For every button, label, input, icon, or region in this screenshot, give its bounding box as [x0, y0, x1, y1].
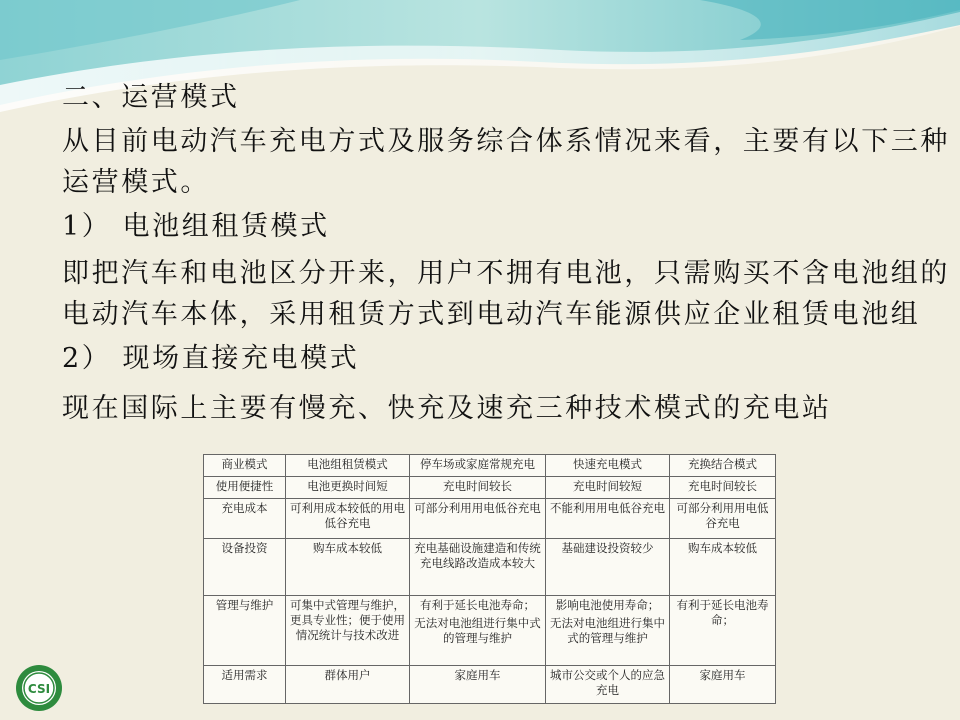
- table-cell: 不能利用用电低谷充电: [546, 498, 670, 538]
- section-heading: 二、运营模式: [62, 82, 240, 113]
- operation-mode-comparison-table: [203, 454, 776, 704]
- table-header-cell: 充换结合模式: [670, 455, 776, 477]
- mode-2-heading: 2） 现场直接充电模式: [62, 343, 360, 374]
- csi-logo-icon: [14, 663, 64, 713]
- table-row-label: 使用便捷性: [204, 476, 286, 498]
- table-cell: 家庭用车: [410, 666, 546, 704]
- table-cell: 可利用成本较低的用电低谷充电: [286, 498, 410, 538]
- table-cell: 购车成本较低: [286, 538, 410, 596]
- table-header-cell: 停车场或家庭常规充电: [410, 455, 546, 477]
- table-cell-paragraph: 无法对电池组进行集中式的管理与维护: [550, 616, 665, 646]
- table-row: [204, 476, 776, 498]
- table-header-cell: 商业模式: [204, 455, 286, 477]
- logo-text: CSI: [27, 682, 51, 696]
- table-row-label: 充电成本: [204, 498, 286, 538]
- mode-1-desc-line-2: 电动汽车本体，采用租赁方式到电动汽车能源供应企业租赁电池组: [62, 299, 921, 330]
- table-cell: 充电时间较长: [670, 476, 776, 498]
- table-cell: 家庭用车: [670, 666, 776, 704]
- mode-2-desc: 现在国际上主要有慢充、快充及速充三种技术模式的充电站: [62, 393, 832, 424]
- mode-1-desc-line-1: 即把汽车和电池区分开来，用户不拥有电池，只需购买不含电池组的: [62, 258, 950, 289]
- intro-line-1: 从目前电动汽车充电方式及服务综合体系情况来看，主要有以下三种: [62, 126, 950, 157]
- mode-1-heading: 1） 电池组租赁模式: [62, 211, 330, 242]
- table-cell: 可部分利用用电低谷充电: [410, 498, 546, 538]
- table-cell: 基础建设投资较少: [546, 538, 670, 596]
- intro-line-2: 运营模式。: [62, 167, 210, 198]
- table-row-label: 管理与维护: [204, 596, 286, 666]
- table-header-cell: 快速充电模式: [546, 455, 670, 477]
- table-cell: 充电时间较长: [410, 476, 546, 498]
- table-cell: [410, 596, 546, 666]
- table-cell: 城市公交或个人的应急充电: [546, 666, 670, 704]
- table-cell: 电池更换时间短: [286, 476, 410, 498]
- table-cell: 购车成本较低: [670, 538, 776, 596]
- table-row-label: 适用需求: [204, 666, 286, 704]
- table-cell-paragraph: 有利于延长电池寿命；: [420, 598, 535, 613]
- table-cell: [546, 596, 670, 666]
- table-row: [204, 538, 776, 596]
- table-row-label: 设备投资: [204, 538, 286, 596]
- table-cell: 充电时间较短: [546, 476, 670, 498]
- table-header-row: [204, 455, 776, 477]
- table-row: [204, 596, 776, 666]
- table-cell: 可集中式管理与维护，更具专业性；便于使用情况统计与技术改进: [286, 596, 410, 666]
- table-cell-paragraph: 无法对电池组进行集中式的管理与维护: [414, 616, 541, 646]
- table-cell: 可部分利用用电低谷充电: [670, 498, 776, 538]
- table-cell: 有利于延长电池寿命；: [670, 596, 776, 666]
- table-row: [204, 666, 776, 704]
- table-header-cell: 电池组租赁模式: [286, 455, 410, 477]
- table-cell: 充电基础设施建造和传统充电线路改造成本较大: [410, 538, 546, 596]
- table-cell: 群体用户: [286, 666, 410, 704]
- table-cell-paragraph: 影响电池使用寿命；: [555, 598, 660, 613]
- table-row: [204, 498, 776, 538]
